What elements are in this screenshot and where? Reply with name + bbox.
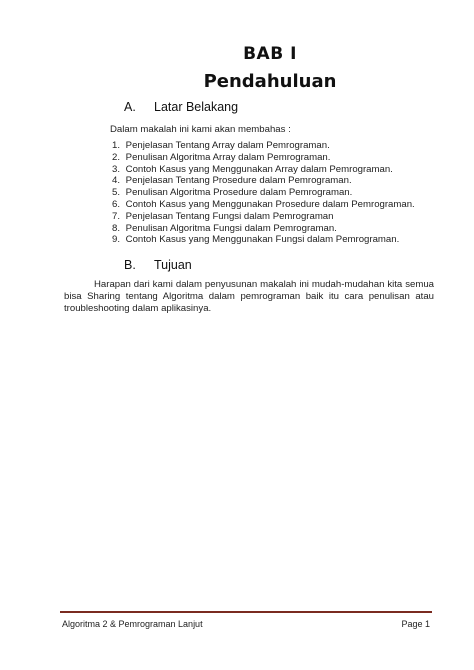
list-item-text: Penulisan Algoritma Array dalam Pemrograman.: [125, 151, 331, 163]
section-title: Tujuan: [154, 258, 192, 272]
list-item-text: Contoh Kasus yang Menggunakan Fungsi dalam Pemrograman.: [125, 234, 400, 246]
section-number: A.: [124, 100, 136, 114]
list-item-text: Penjelasan Tentang Prosedure dalam Pemrograman.: [125, 175, 352, 187]
intro-text: Dalam makalah ini kami akan membahas :: [110, 124, 291, 135]
list-item-number: 2.: [112, 151, 121, 163]
list-item: [112, 223, 415, 235]
list-item: [112, 187, 415, 199]
list-item: [112, 164, 415, 176]
chapter-title: Pendahuluan: [203, 71, 337, 92]
list-item: [112, 140, 415, 152]
list-item-number: 3.: [112, 163, 121, 175]
section-title: Latar Belakang: [154, 100, 239, 114]
section-number: B.: [124, 258, 136, 272]
list-item: [112, 152, 415, 164]
list-item: [112, 175, 415, 187]
list-item-text: Penjelasan Tentang Fungsi dalam Pemrograman: [125, 210, 334, 222]
list-item-number: 9.: [112, 234, 121, 246]
list-item-number: 5.: [112, 187, 121, 199]
section-heading-latar-belakang: [124, 100, 238, 114]
footer-divider: [60, 611, 432, 613]
topic-list: [112, 140, 415, 246]
list-item-number: 4.: [112, 175, 121, 187]
list-item-text: Contoh Kasus yang Menggunakan Array dalam Pemrograman.: [125, 163, 393, 175]
tujuan-paragraph: Harapan dari kami dalam penyusunan makalah ini mudah-mudahan kita semua bisa Sharing tentang Algoritma dalam pemrograman baik itu cara penulisan atau troubleshooting dalam aplikasinya.: [64, 279, 434, 315]
list-item-text: Penjelasan Tentang Array dalam Pemrograman.: [125, 140, 330, 151]
section-heading-tujuan: [124, 258, 192, 272]
list-item-number: 8.: [112, 222, 121, 234]
list-item: [112, 199, 415, 211]
list-item: [112, 211, 415, 223]
list-item-text: Penulisan Algoritma Fungsi dalam Pemrograman.: [125, 222, 337, 234]
list-item-number: 6.: [112, 198, 121, 210]
footer-course-title: Algoritma 2 & Pemrograman Lanjut: [62, 619, 203, 629]
footer-page-number: Page 1: [401, 619, 430, 629]
list-item-number: 1.: [112, 140, 121, 151]
chapter-label: BAB I: [243, 44, 297, 64]
list-item-number: 7.: [112, 210, 121, 222]
list-item-text: Contoh Kasus yang Menggunakan Prosedure dalam Pemrograman.: [125, 198, 415, 210]
list-item: [112, 234, 415, 246]
list-item-text: Penulisan Algoritma Prosedure dalam Pemrograman.: [125, 187, 353, 199]
